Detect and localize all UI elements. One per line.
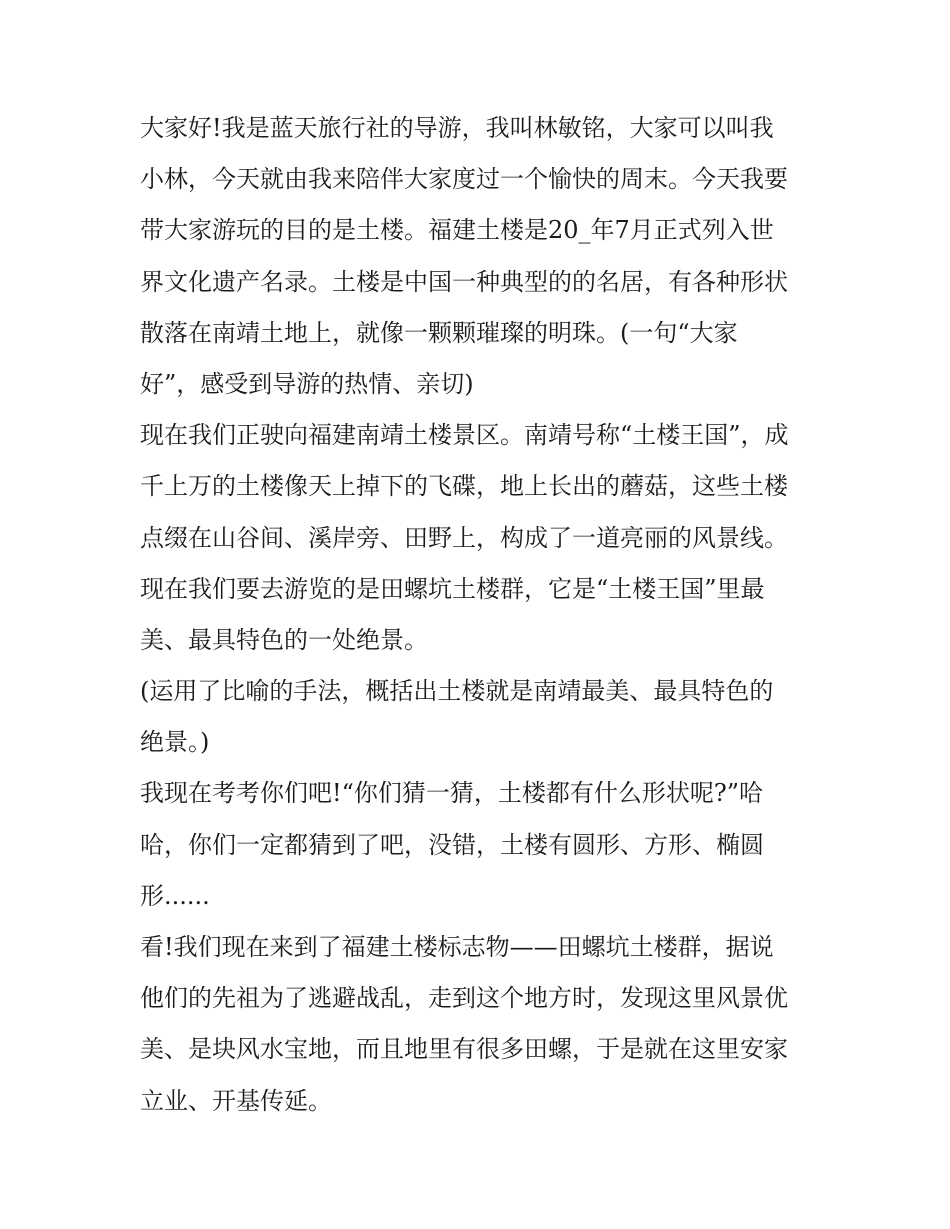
text-line: 大家好!我是蓝天旅行社的导游，我叫林敏铭，大家可以叫我 (140, 114, 774, 142)
text-line: 美、是块风水宝地，而且地里有很多田螺，于是就在这里安家 (140, 1035, 788, 1064)
text-line: 现在我们正驶向福建南靖土楼景区。南靖号称“土楼王国”，成 (140, 421, 789, 450)
text-line: 好”，感受到导游的热情、亲切) (140, 369, 474, 398)
text-line: 形...... (140, 881, 210, 910)
text-line: 美、最具特色的一处绝景。 (140, 625, 428, 654)
document-body (140, 103, 820, 1127)
text-line: 哈，你们一定都猜到了吧，没错，土楼有圆形、方形、椭圆 (140, 830, 764, 859)
text-line: 小林，今天就由我来陪伴大家度过一个愉快的周末。今天我要 (140, 165, 788, 194)
text-line: 界文化遗产名录。土楼是中国一种典型的的名居，有各种形状 (140, 267, 788, 296)
text-line: 千上万的土楼像天上掉下的飞碟，地上长出的蘑菇，这些土楼 (140, 472, 788, 501)
text-line: 现在我们要去游览的是田螺坑土楼群，它是“土楼王国”里最 (140, 574, 765, 603)
text-line: 我现在考考你们吧!“你们猜一猜，土楼都有什么形状呢?”哈 (140, 779, 764, 808)
text-line: (运用了比喻的手法，概括出土楼就是南靖最美、最具特色的 (140, 677, 774, 706)
text-line: 立业、开基传延。 (140, 1086, 332, 1115)
text-line: 散落在南靖土地上，就像一颗颗璀璨的明珠。(一句“大家 (140, 318, 738, 347)
text-line: 他们的先祖为了逃避战乱，走到这个地方时，发现这里风景优 (140, 984, 788, 1013)
text-line: 看!我们现在来到了福建土楼标志物——田螺坑土楼群，据说 (140, 933, 774, 961)
text-line: 点缀在山谷间、溪岸旁、田野上，构成了一道亮丽的风景线。 (140, 523, 788, 552)
text-line: 绝景。) (140, 728, 210, 757)
text-line: 带大家游玩的目的是土楼。福建土楼是20_年7月正式列入世 (140, 216, 774, 245)
